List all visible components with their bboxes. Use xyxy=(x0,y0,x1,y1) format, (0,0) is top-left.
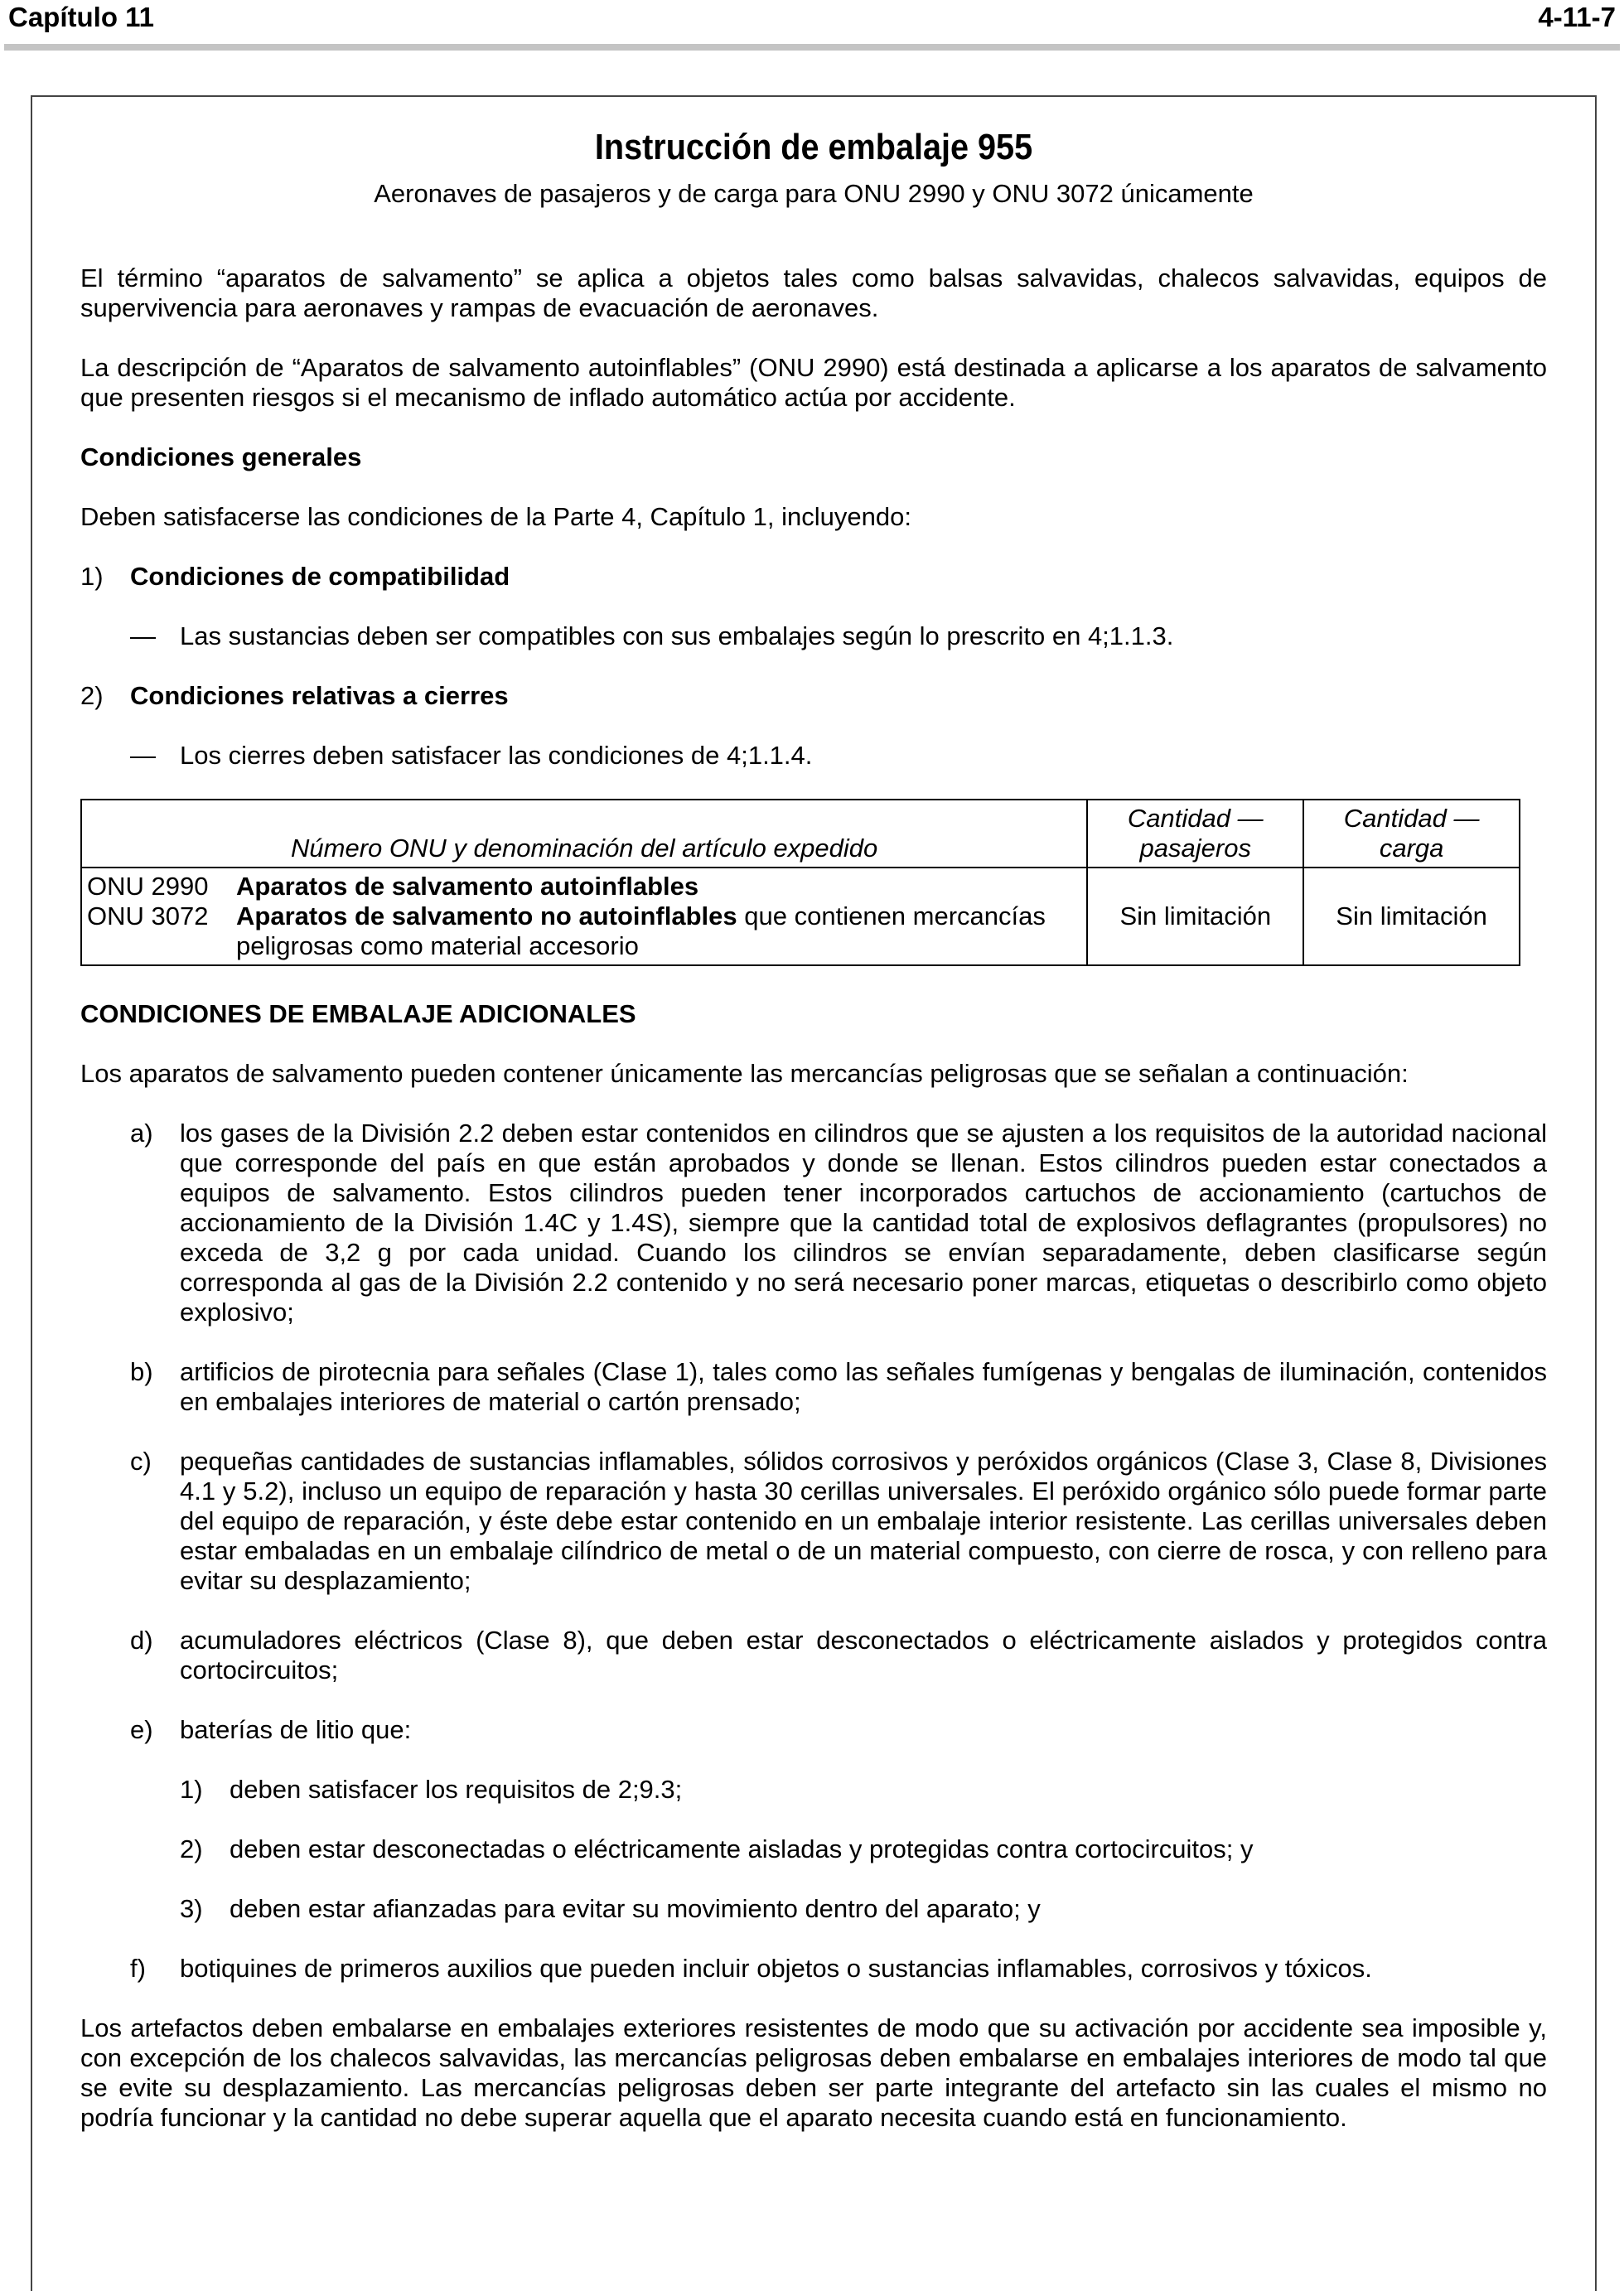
condition-item xyxy=(80,562,1547,592)
instruction-subtitle: Aeronaves de pasajeros y de carga para ONU 2990 y ONU 3072 únicamente xyxy=(374,179,1254,208)
list-text: baterías de litio que: xyxy=(180,1715,412,1744)
list-text: los gases de la División 2.2 deben estar contenidos en cilindros que se ajusten a los requisitos de la autoridad nacional que corresponde del país en que están aprobados y donde se llenan. Estos cilindros pueden estar conectados a equipos de salvamento. Estos cilindros pueden tener incorporados cartuchos de accionamiento (cartuchos de accionamiento de la División 1.4C y 1.4S), siempre que la cantidad total de explosivos deflagrantes (propulsores) no exceda de 3,2 g por cada unidad. Cuando los cilindros se envían separadamente, deben clasificarse según corresponda al gas de la División 2.2 contenido y no será necesario poner marcas, etiquetas o describirlo como objeto explosivo; xyxy=(180,1119,1547,1327)
article-cell xyxy=(81,868,1087,965)
un-code: ONU 2990 xyxy=(87,872,209,901)
condition-text: Las sustancias deben ser compatibles con sus embalajes según lo prescrito en 4;1.1.3. xyxy=(180,621,1174,650)
list-text: artificios de pirotecnia para señales (Clase 1), tales como las señales fumígenas y bengalas de iluminación, contenidos en embalajes interiores de material o cartón prensado; xyxy=(180,1357,1547,1416)
header-cargo: Cantidad — carga xyxy=(1303,800,1520,868)
list-text: acumuladores eléctricos (Clase 8), que deben estar desconectados o eléctricamente aislados y protegidos contra cortocircuitos; xyxy=(180,1626,1547,1684)
sub-list-text: deben estar afianzadas para evitar su movimiento dentro del aparato; y xyxy=(230,1894,1041,1923)
article-name: Aparatos de salvamento autoinflables xyxy=(236,872,699,901)
un-code: ONU 3072 xyxy=(87,901,209,930)
list-marker: c) xyxy=(130,1447,152,1476)
list-text: pequeñas cantidades de sustancias inflamables, sólidos corrosivos y peróxidos orgánicos (Clase 3, Clase 8, Divisiones 4.1 y 5.2), incluso un equipo de reparación y hasta 30 cerillas universales. El peróxido orgánico sólo puede formar parte del equipo de reparación, y éste debe estar contenido en un embalaje interior resistente. Las cerillas universales deben estar embaladas en un embalaje cilíndrico de metal o de un material compuesto, con cierre de rosca, y con relleno para evitar su desplazamiento; xyxy=(180,1447,1547,1595)
condition-detail xyxy=(130,741,1547,771)
dash-marker: — xyxy=(130,621,156,650)
list-item xyxy=(130,1715,1547,1745)
cargo-quantity: Sin limitación xyxy=(1303,868,1520,965)
quantity-table xyxy=(80,799,1520,966)
page-header xyxy=(0,0,1624,41)
condition-item xyxy=(80,681,1547,711)
intro-paragraph-2: La descripción de “Aparatos de salvamento autoinflables” (ONU 2990) está destinada a aplicarse a los aparatos de salvamento que presenten riesgos si el mecanismo de inflado automático actúa por accidente. xyxy=(80,353,1547,412)
instruction-title: Instrucción de embalaje 955 xyxy=(594,127,1033,167)
page-number: 4-11-7 xyxy=(1538,2,1616,32)
article-name-rest: que contienen mercancías peligrosas como material accesorio xyxy=(236,901,1046,960)
additional-conditions-heading: CONDICIONES DE EMBALAJE ADICIONALES xyxy=(80,999,636,1028)
article-name: Aparatos de salvamento no autoinflables xyxy=(236,901,737,930)
condition-text: Los cierres deben satisfacer las condiciones de 4;1.1.4. xyxy=(180,741,813,770)
list-item xyxy=(130,1954,1547,1984)
general-conditions-heading: Condiciones generales xyxy=(80,442,362,471)
dash-marker: — xyxy=(130,741,156,770)
list-item xyxy=(130,1626,1547,1685)
sub-list-marker: 3) xyxy=(180,1894,203,1923)
list-item xyxy=(130,1447,1547,1596)
list-item xyxy=(130,1119,1547,1327)
sub-list-text: deben satisfacer los requisitos de 2;9.3; xyxy=(230,1775,683,1804)
instruction-content xyxy=(80,124,1547,2133)
condition-detail xyxy=(130,621,1547,651)
table-header-row xyxy=(81,800,1520,868)
list-item xyxy=(130,1357,1547,1417)
condition-title: Condiciones relativas a cierres xyxy=(130,681,509,710)
condition-title: Condiciones de compatibilidad xyxy=(130,562,510,591)
header-article: Número ONU y denominación del artículo expedido xyxy=(81,800,1087,868)
intro-paragraph-1: El término “aparatos de salvamento” se aplica a objetos tales como balsas salvavidas, chalecos salvavidas, equipos de supervivencia para aeronaves y rampas de evacuación de aeronaves. xyxy=(80,263,1547,322)
list-marker: e) xyxy=(130,1715,153,1744)
table-row xyxy=(81,868,1520,965)
closing-paragraph: Los artefactos deben embalarse en embalajes exteriores resistentes de modo que su activación por accidente sea imposible y, con excepción de los chalecos salvavidas, las mercancías peligrosas deben embalarse en embalajes interiores de modo tal que se evite su desplazamiento. Las mercancías peligrosas deben ser parte integrante del artefacto sin las cuales el mismo no podría funcionar y la cantidad no debe superar aquella que el aparato necesita cuando está en funcionamiento. xyxy=(80,2013,1547,2132)
sub-list-text: deben estar desconectadas o eléctricamente aisladas y protegidas contra cortocircuitos; y xyxy=(230,1834,1254,1863)
sub-list-marker: 1) xyxy=(180,1775,203,1804)
list-marker: b) xyxy=(130,1357,153,1386)
condition-number: 1) xyxy=(80,562,104,591)
chapter-label: Capítulo 11 xyxy=(8,2,155,32)
list-marker: f) xyxy=(130,1954,146,1983)
additional-conditions-lead: Los aparatos de salvamento pueden contener únicamente las mercancías peligrosas que se señalan a continuación: xyxy=(80,1059,1409,1088)
list-text: botiquines de primeros auxilios que pueden incluir objetos o sustancias inflamables, corrosivos y tóxicos. xyxy=(180,1954,1372,1983)
general-conditions-lead: Deben satisfacerse las condiciones de la Parte 4, Capítulo 1, incluyendo: xyxy=(80,502,911,531)
sub-list-item xyxy=(180,1834,1547,1864)
sub-list-marker: 2) xyxy=(180,1834,203,1863)
sub-list-item xyxy=(180,1775,1547,1805)
condition-number: 2) xyxy=(80,681,104,710)
list-marker: a) xyxy=(130,1119,153,1148)
header-rule xyxy=(4,44,1620,51)
header-passenger: Cantidad — pasajeros xyxy=(1087,800,1303,868)
list-marker: d) xyxy=(130,1626,153,1655)
passenger-quantity: Sin limitación xyxy=(1087,868,1303,965)
sub-list-item xyxy=(180,1894,1547,1924)
